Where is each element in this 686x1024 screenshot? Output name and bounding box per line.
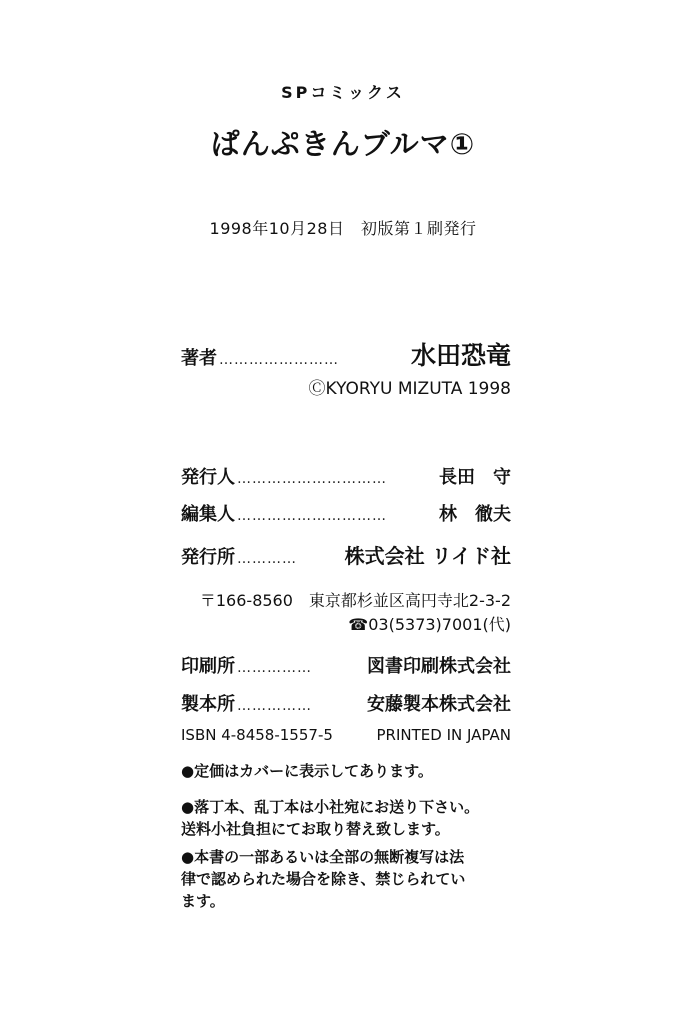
editor-name: 林 徹夫 bbox=[439, 504, 511, 525]
note-price bbox=[181, 760, 541, 782]
isbn-number: ISBN 4-8458-1557-5 bbox=[181, 726, 333, 744]
publisher-phone: ☎03(5373)7001(代) bbox=[348, 615, 511, 634]
note-defects bbox=[181, 796, 541, 840]
printer-name: 図書印刷株式会社 bbox=[367, 656, 511, 677]
isbn-row bbox=[181, 726, 511, 744]
binder-label: 製本所 bbox=[181, 694, 235, 715]
note-text: ●本書の一部あるいは全部の無断複写は法 律で認められた場合を除き、禁じられてい ます。 bbox=[181, 848, 466, 910]
copyright-notice: ⒸKYORYU MIZUTA 1998 bbox=[308, 379, 511, 399]
publication-date: 1998年10月28日 初版第１刷発行 bbox=[209, 219, 477, 238]
publisher-row bbox=[181, 540, 511, 569]
publisher-label: 発行所 bbox=[181, 547, 235, 568]
binder-name: 安藤製本株式会社 bbox=[367, 694, 511, 715]
editor-label: 編集人 bbox=[181, 504, 235, 525]
publisher-leader: ………… bbox=[237, 551, 297, 567]
author-row bbox=[181, 336, 511, 372]
publisher-address: 〒166-8560 東京都杉並区高円寺北2-3-2 bbox=[199, 591, 511, 610]
printer-label: 印刷所 bbox=[181, 656, 235, 677]
printer-leader: …………… bbox=[237, 660, 312, 676]
editor-row bbox=[181, 500, 511, 526]
note-copying bbox=[181, 846, 541, 912]
printed-in: PRINTED IN JAPAN bbox=[376, 726, 511, 744]
series-name: SPコミックス bbox=[281, 83, 405, 102]
publisher-person-name: 長田 守 bbox=[439, 467, 511, 488]
publisher-person-label: 発行人 bbox=[181, 467, 235, 488]
printer-row bbox=[181, 652, 511, 678]
note-text: ●落丁本、乱丁本は小社宛にお送り下さい。 送料小社負担にてお取り替え致します。 bbox=[181, 798, 480, 838]
author-label: 著者 bbox=[181, 348, 217, 369]
binder-leader: …………… bbox=[237, 698, 312, 714]
author-leader: …………………… bbox=[219, 352, 339, 368]
publisher-name: 株式会社 リイド社 bbox=[344, 544, 511, 568]
binder-row bbox=[181, 690, 511, 716]
publisher-person-row bbox=[181, 463, 511, 489]
book-title: ぱんぷきんブルマ① bbox=[210, 127, 476, 161]
editor-leader: ………………………… bbox=[237, 508, 387, 524]
note-text: ●定価はカバーに表示してあります。 bbox=[181, 762, 433, 780]
author-name: 水田恐竜 bbox=[410, 341, 511, 370]
publisher-person-leader: ………………………… bbox=[237, 471, 387, 487]
